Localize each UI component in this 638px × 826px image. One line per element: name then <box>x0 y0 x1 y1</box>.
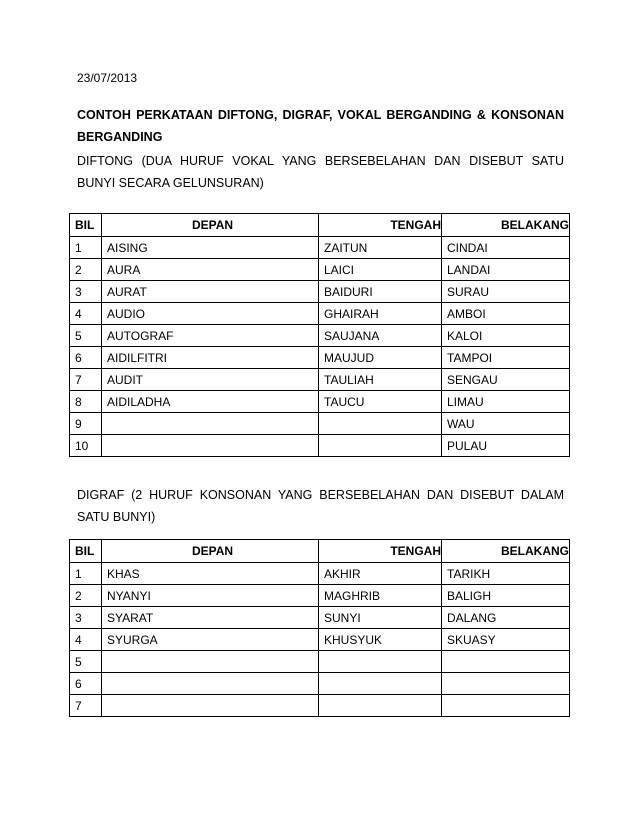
table-row <box>70 347 570 369</box>
cell-bil: 2 <box>70 585 102 607</box>
cell-bil: 7 <box>70 369 102 391</box>
table-header-row <box>70 214 570 237</box>
cell-bil: 8 <box>70 391 102 413</box>
cell-belakang: LANDAI <box>442 259 570 281</box>
digraf-table-body <box>70 563 570 717</box>
cell-tengah: SAUJANA <box>319 325 442 347</box>
cell-belakang: CINDAI <box>442 237 570 259</box>
cell-belakang: TARIKH <box>442 563 570 585</box>
cell-depan: AURA <box>102 259 319 281</box>
cell-depan: AUDIO <box>102 303 319 325</box>
table-row <box>70 325 570 347</box>
cell-tengah: SUNYI <box>319 607 442 629</box>
cell-belakang: AMBOI <box>442 303 570 325</box>
column-header-depan: DEPAN <box>102 214 319 237</box>
cell-belakang: KALOI <box>442 325 570 347</box>
cell-depan: AIDILADHA <box>102 391 319 413</box>
table-row <box>70 629 570 651</box>
cell-depan <box>102 673 319 695</box>
cell-tengah <box>319 413 442 435</box>
cell-depan <box>102 695 319 717</box>
table-row <box>70 673 570 695</box>
digraf-description: DIGRAF (2 HURUF KONSONAN YANG BERSEBELAHAN DAN DISEBUT DALAM SATU BUNYI) <box>77 488 564 524</box>
cell-bil: 1 <box>70 563 102 585</box>
cell-tengah: MAGHRIB <box>319 585 442 607</box>
cell-depan: AURAT <box>102 281 319 303</box>
cell-tengah: BAIDURI <box>319 281 442 303</box>
cell-belakang <box>442 651 570 673</box>
column-header-belakang: BELAKANG <box>442 214 570 237</box>
table-row <box>70 435 570 457</box>
cell-depan <box>102 651 319 673</box>
cell-belakang: SENGAU <box>442 369 570 391</box>
document-heading: CONTOH PERKATAAN DIFTONG, DIGRAF, VOKAL BERGANDING & KONSONAN BERGANDING <box>77 108 564 144</box>
cell-tengah <box>319 695 442 717</box>
cell-belakang: LIMAU <box>442 391 570 413</box>
cell-belakang: BALIGH <box>442 585 570 607</box>
cell-belakang: SURAU <box>442 281 570 303</box>
table-row <box>70 237 570 259</box>
cell-belakang <box>442 673 570 695</box>
cell-bil: 6 <box>70 673 102 695</box>
table-row <box>70 585 570 607</box>
cell-belakang: PULAU <box>442 435 570 457</box>
column-header-bil: BIL <box>70 214 102 237</box>
table-row <box>70 391 570 413</box>
cell-depan: AUTOGRAF <box>102 325 319 347</box>
document-date: 23/07/2013 <box>77 71 138 85</box>
cell-bil: 10 <box>70 435 102 457</box>
cell-depan: AISING <box>102 237 319 259</box>
column-header-tengah: TENGAH <box>319 214 442 237</box>
column-header-bil: BIL <box>70 540 102 563</box>
cell-bil: 4 <box>70 303 102 325</box>
cell-tengah: ZAITUN <box>319 237 442 259</box>
cell-tengah: AKHIR <box>319 563 442 585</box>
table-row <box>70 695 570 717</box>
cell-bil: 5 <box>70 325 102 347</box>
cell-belakang: WAU <box>442 413 570 435</box>
diftong-table-body <box>70 237 570 457</box>
cell-depan: NYANYI <box>102 585 319 607</box>
table-row <box>70 651 570 673</box>
cell-depan <box>102 435 319 457</box>
cell-depan <box>102 413 319 435</box>
table-row <box>70 259 570 281</box>
cell-depan: AIDILFITRI <box>102 347 319 369</box>
cell-depan: AUDIT <box>102 369 319 391</box>
table-header-row <box>70 540 570 563</box>
cell-belakang: SKUASY <box>442 629 570 651</box>
column-header-depan: DEPAN <box>102 540 319 563</box>
cell-tengah: GHAIRAH <box>319 303 442 325</box>
table-row <box>70 303 570 325</box>
cell-tengah <box>319 435 442 457</box>
cell-bil: 7 <box>70 695 102 717</box>
cell-belakang: DALANG <box>442 607 570 629</box>
cell-bil: 5 <box>70 651 102 673</box>
diftong-table <box>69 213 570 457</box>
table-row <box>70 413 570 435</box>
column-header-belakang: BELAKANG <box>442 540 570 563</box>
cell-depan: SYURGA <box>102 629 319 651</box>
cell-bil: 3 <box>70 607 102 629</box>
cell-tengah: TAUCU <box>319 391 442 413</box>
column-header-tengah: TENGAH <box>319 540 442 563</box>
table-row <box>70 281 570 303</box>
cell-tengah: LAICI <box>319 259 442 281</box>
digraf-table <box>69 539 570 717</box>
cell-bil: 2 <box>70 259 102 281</box>
cell-bil: 3 <box>70 281 102 303</box>
cell-depan: SYARAT <box>102 607 319 629</box>
cell-tengah <box>319 651 442 673</box>
cell-bil: 4 <box>70 629 102 651</box>
cell-bil: 9 <box>70 413 102 435</box>
cell-tengah: MAUJUD <box>319 347 442 369</box>
cell-bil: 1 <box>70 237 102 259</box>
cell-tengah: TAULIAH <box>319 369 442 391</box>
table-row <box>70 563 570 585</box>
cell-tengah <box>319 673 442 695</box>
cell-depan: KHAS <box>102 563 319 585</box>
cell-tengah: KHUSYUK <box>319 629 442 651</box>
diftong-description: DIFTONG (DUA HURUF VOKAL YANG BERSEBELAHAN DAN DISEBUT SATU BUNYI SECARA GELUNSURAN) <box>77 154 564 190</box>
cell-belakang: TAMPOI <box>442 347 570 369</box>
table-row <box>70 607 570 629</box>
cell-belakang <box>442 695 570 717</box>
cell-bil: 6 <box>70 347 102 369</box>
table-row <box>70 369 570 391</box>
